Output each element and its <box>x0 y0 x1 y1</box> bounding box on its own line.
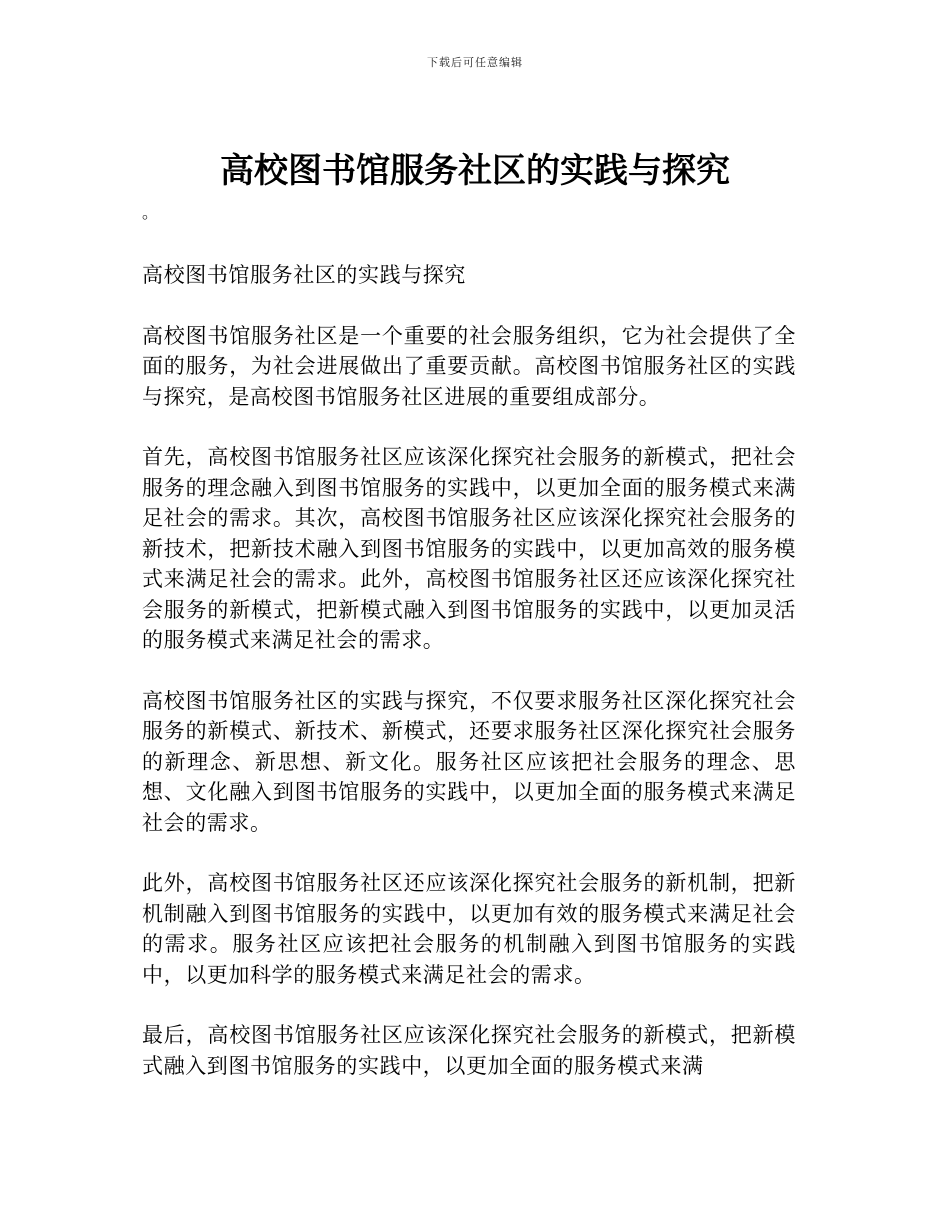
lead-punctuation: 。 <box>142 203 159 222</box>
page-header: 下载后可任意编辑 <box>427 56 523 69</box>
paragraph: 此外，高校图书馆服务社区还应该深化探究社会服务的新机制，把新机制融入到图书馆服务的实践中，以更加有效的服务模式来满足社会的需求。服务社区应该把社会服务的机制融入到图书馆服务的实践中，以更加科学的服务模式来满足社会的需求。 <box>142 871 796 987</box>
paragraph: 最后，高校图书馆服务社区应该深化探究社会服务的新模式，把新模式融入到图书馆服务的实践中，以更加全面的服务模式来满 <box>142 1023 796 1078</box>
document-body <box>142 198 796 1081</box>
document-title: 高校图书馆服务社区的实践与探究 <box>220 151 730 191</box>
paragraph: 首先，高校图书馆服务社区应该深化探究社会服务的新模式，把社会服务的理念融入到图书馆服务的实践中，以更加全面的服务模式来满足社会的需求。其次，高校图书馆服务社区应该深化探究社会服务的新技术，把新技术融入到图书馆服务的实践中，以更加高效的服务模式来满足社会的需求。此外，高校图书馆服务社区还应该深化探究社会服务的新模式，把新模式融入到图书馆服务的实践中，以更加灵活的服务模式来满足社会的需求。 <box>142 445 796 652</box>
paragraph: 高校图书馆服务社区的实践与探究，不仅要求服务社区深化探究社会服务的新模式、新技术、新模式，还要求服务社区深化探究社会服务的新理念、新思想、新文化。服务社区应该把社会服务的理念、思想、文化融入到图书馆服务的实践中，以更加全面的服务模式来满足社会的需求。 <box>142 688 796 835</box>
paragraph-subtitle: 高校图书馆服务社区的实践与探究 <box>142 263 466 287</box>
paragraph: 高校图书馆服务社区是一个重要的社会服务组织，它为社会提供了全面的服务，为社会进展做出了重要贡献。高校图书馆服务社区的实践与探究，是高校图书馆服务社区进展的重要组成部分。 <box>142 323 796 409</box>
